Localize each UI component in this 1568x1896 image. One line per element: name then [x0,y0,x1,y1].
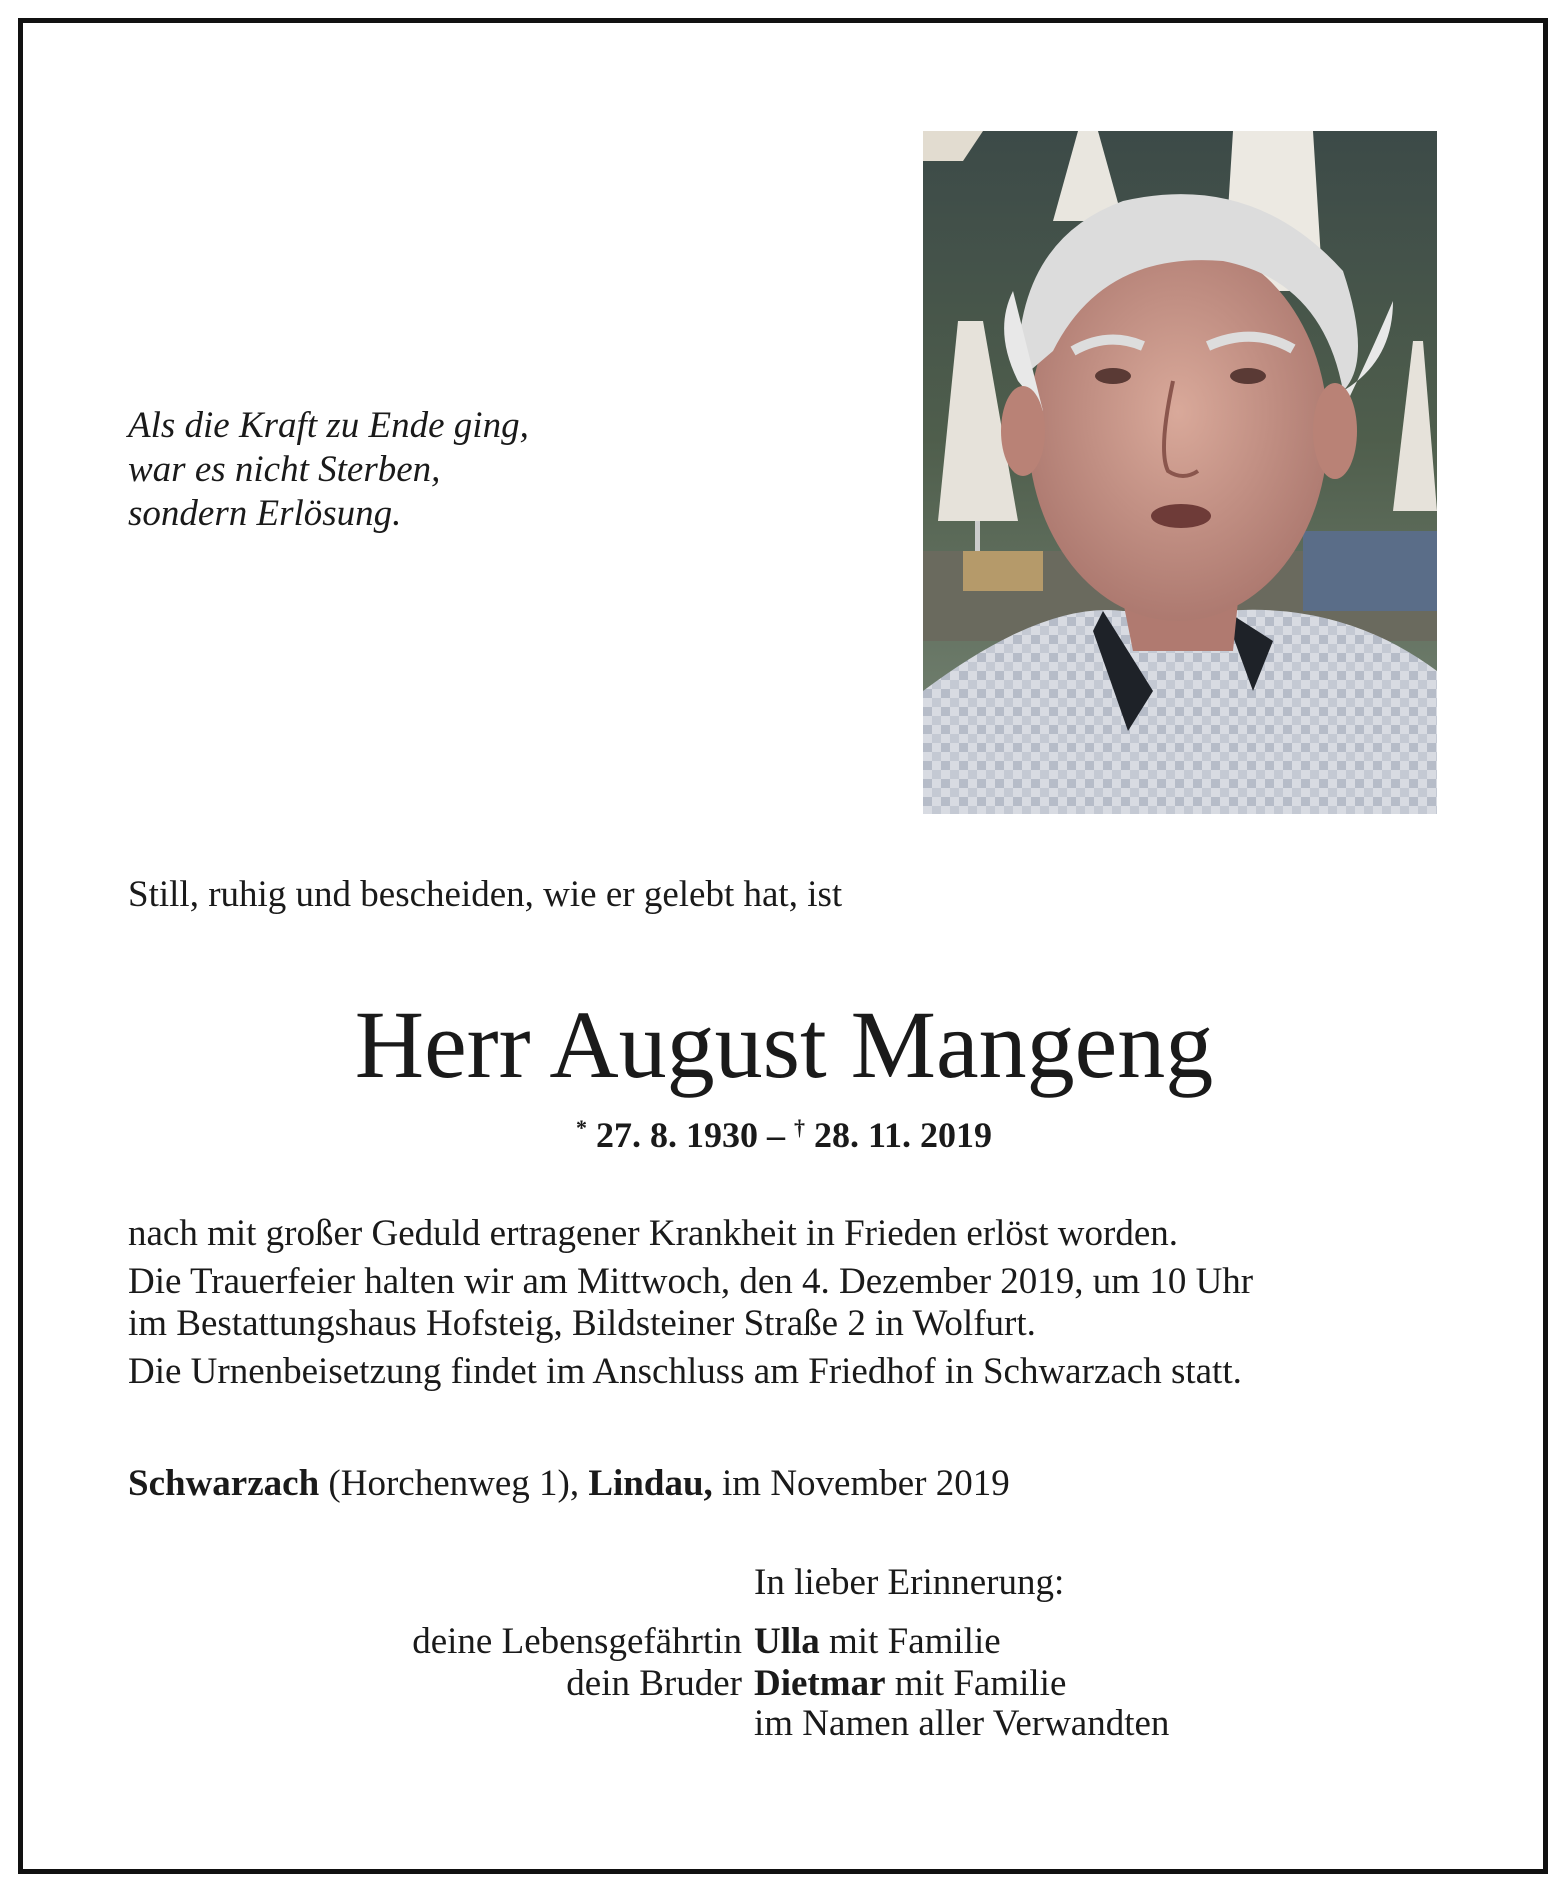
funeral-line: Die Trauerfeier halten wir am Mittwoch, den 4. Dezember 2019, um 10 Uhr [128,1261,1254,1302]
signature-heading: In lieber Erinnerung: [754,1562,1065,1603]
place-town: Lindau, [588,1463,713,1504]
body-paragraph: Die Urnenbeisetzung findet im Anschluss am Friedhof in Schwarzach statt. [128,1351,1242,1392]
motto-line: sondern Erlösung. [128,493,402,534]
intro-line: Still, ruhig und bescheiden, wie er gelebt hat, ist [128,874,843,915]
signature-relation: dein Bruder [566,1663,742,1704]
signature-name: Dietmar [754,1663,886,1704]
date-separator: – [766,1115,785,1155]
body-paragraph: nach mit großer Geduld ertragener Krankheit in Frieden erlöst worden. [128,1213,1179,1254]
announcement-body [128,1213,1253,1393]
signature-suffix: mit Familie [829,1621,1001,1662]
signature-name-line [754,1622,1001,1662]
signature-suffix: mit Familie [894,1663,1067,1704]
body-paragraph [128,1261,1253,1345]
funeral-location-line: im Bestattungshaus Hofsteig, Bildsteiner Straße 2 in Wolfurt. [128,1303,1036,1344]
death-symbol: † [793,1115,805,1140]
signature-name-line [754,1664,1066,1704]
signature-closing: im Namen aller Verwandten [754,1703,1170,1744]
motto-line: Als die Kraft zu Ende ging, [128,405,529,446]
place-date: im November 2019 [722,1463,1010,1504]
signature-relation: deine Lebensgefährtin [412,1621,742,1662]
portrait-illustration [923,131,1437,814]
motto-verse [128,404,529,536]
place-address: (Horchenweg 1), [328,1463,580,1504]
birth-symbol: * [575,1115,587,1140]
deceased-name: Herr August Mangeng [354,991,1214,1098]
signature-name: Ulla [754,1621,820,1662]
birth-date: 27. 8. 1930 [595,1115,758,1155]
place-town: Schwarzach [128,1463,320,1504]
death-date: 28. 11. 2019 [813,1115,992,1155]
motto-line: war es nicht Sterben, [128,449,441,490]
life-dates [0,1114,1568,1156]
place-date-line [128,1462,1010,1505]
portrait-photo [923,131,1437,814]
